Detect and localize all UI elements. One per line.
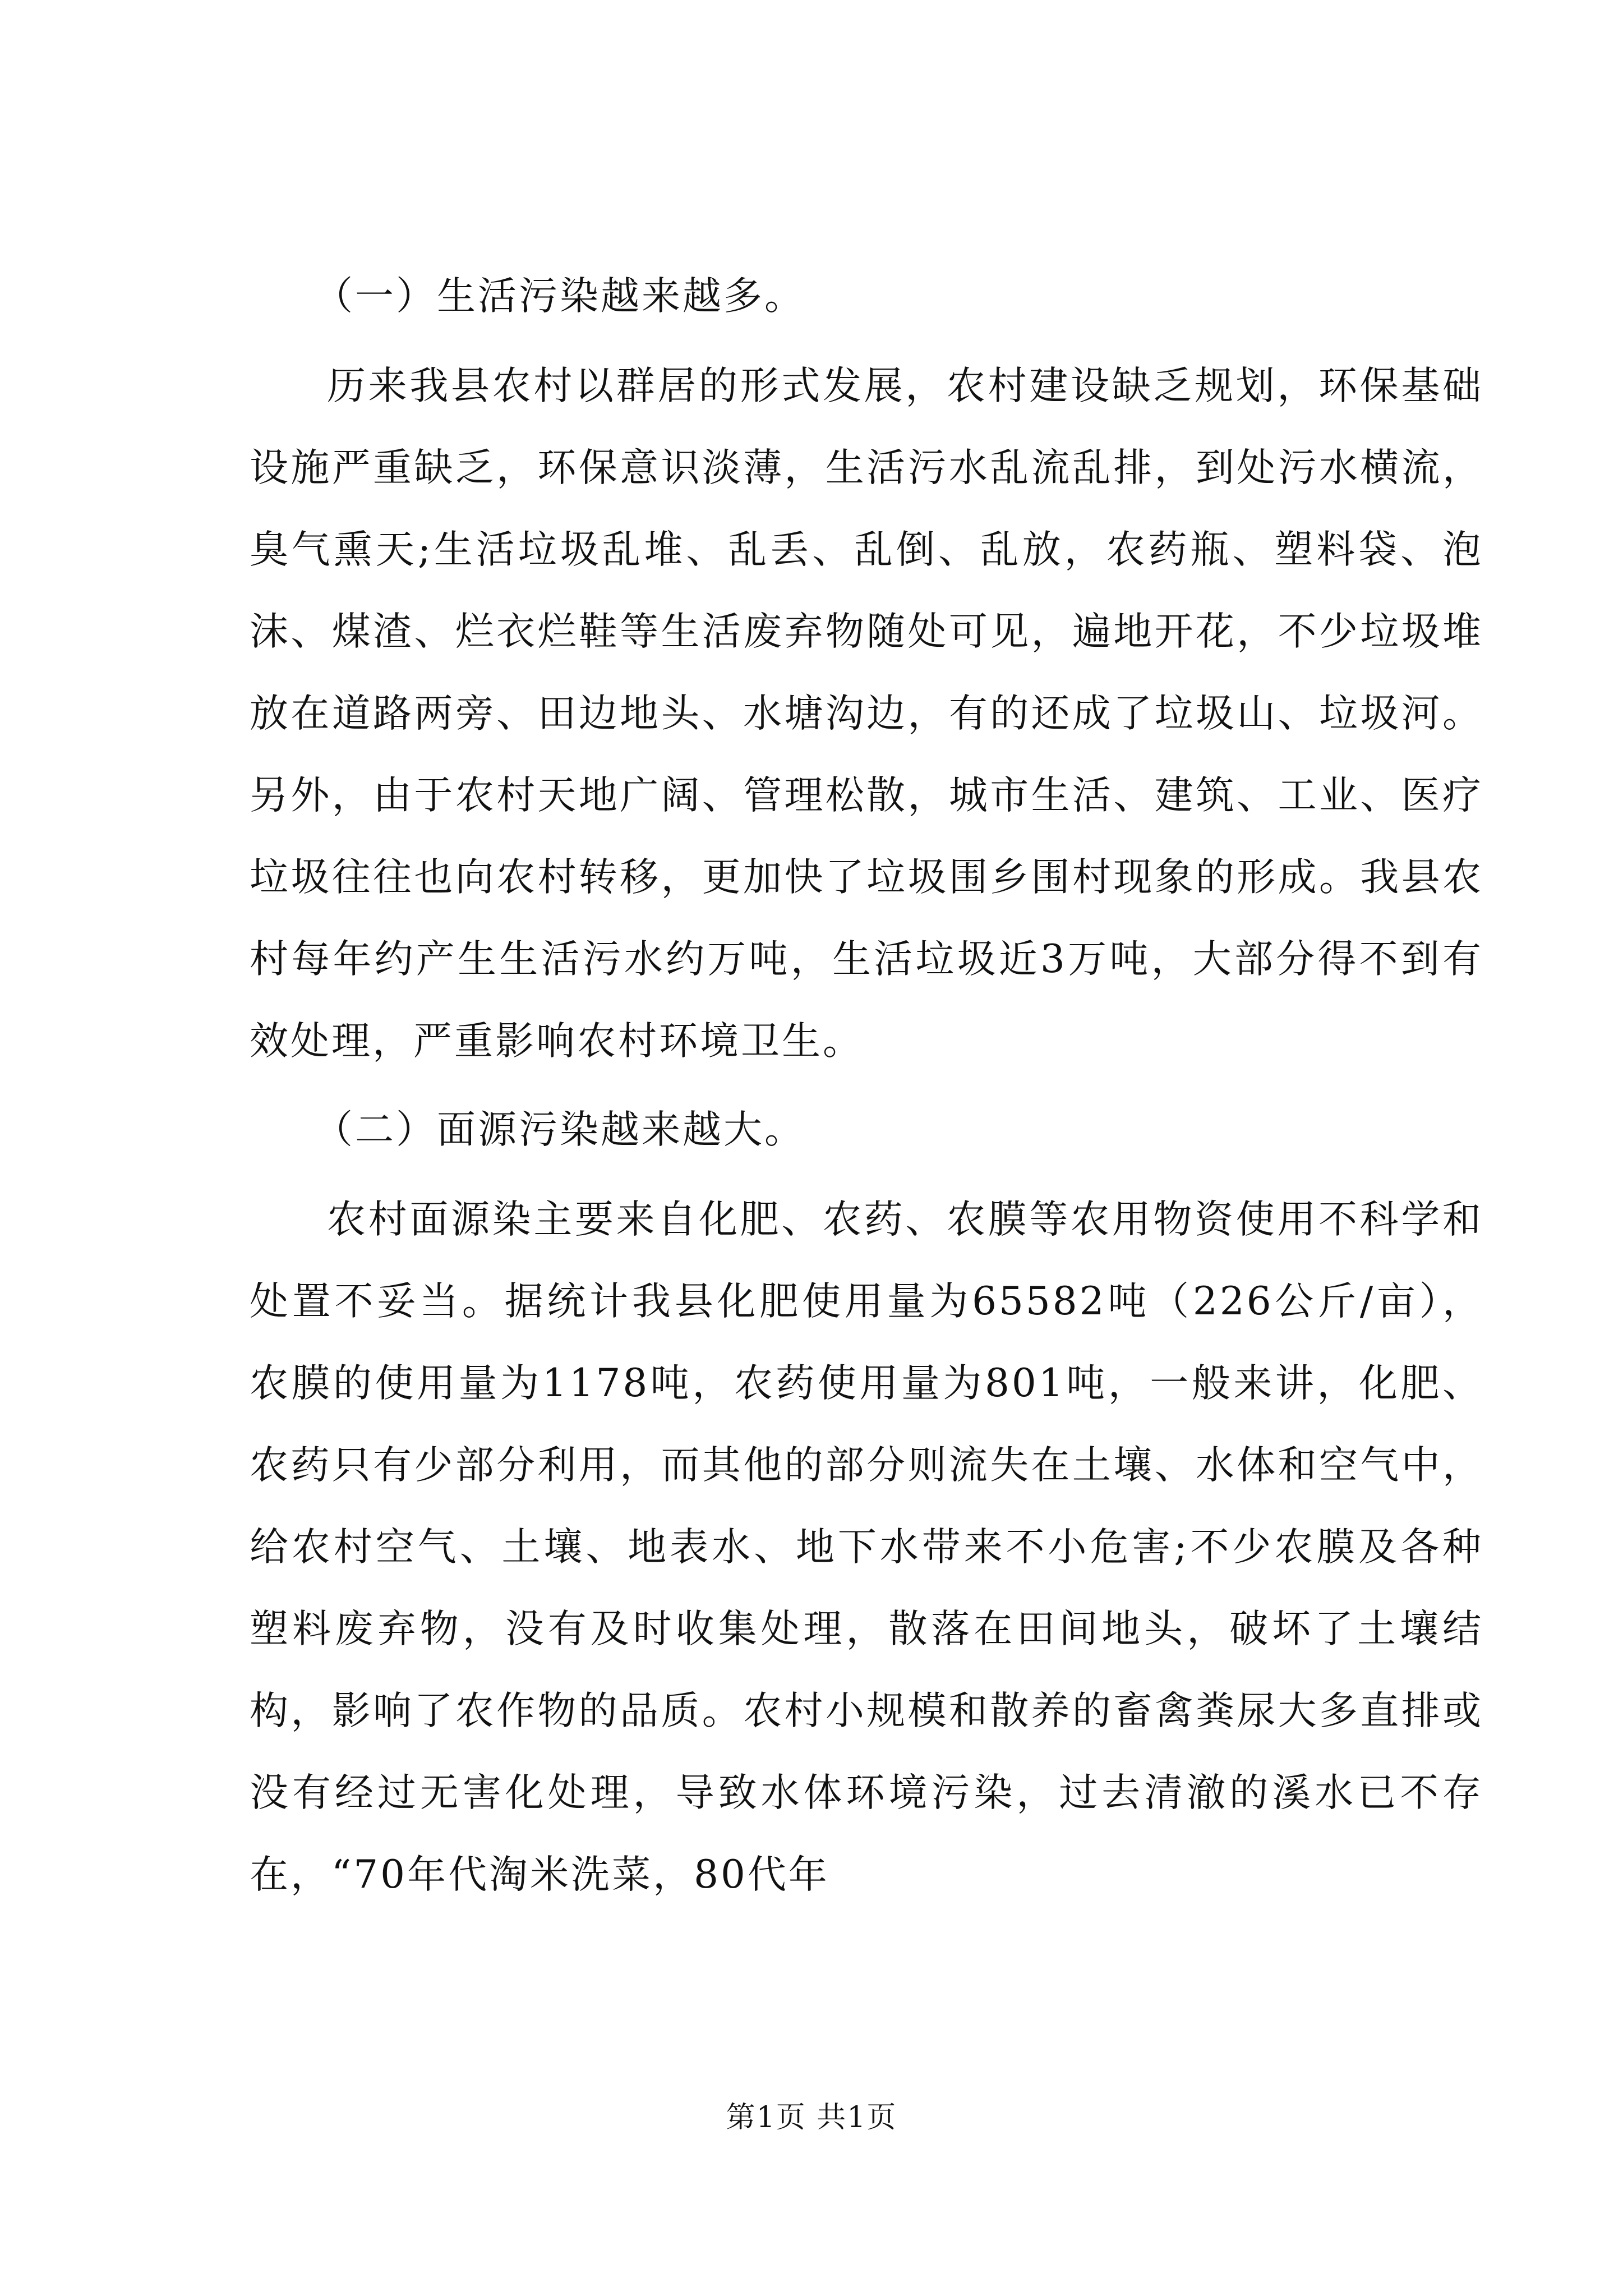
section-1-heading: （一）生活污染越来越多。 [314,274,805,319]
document-body [250,255,1483,1916]
section-2-heading: （二）面源污染越来越大。 [314,1107,805,1152]
section-1-paragraph: 历来我县农村以群居的形式发展，农村建设缺乏规划，环保基础设施严重缺乏，环保意识淡薄，生活污水乱流乱排，到处污水横流，臭气熏天;生活垃圾乱堆、乱丢、乱倒、乱放，农药瓶、塑料袋、泡沫、煤渣、烂衣烂鞋等生活废弃物随处可见，遍地开花，不少垃圾堆放在道路两旁、田边地头、水塘沟边，有的还成了垃圾山、垃圾河。另外，由于农村天地广阔、管理松散，城市生活、建筑、工业、医疗垃圾往往也向农村转移，更加快了垃圾围乡围村现象的形成。我县农村每年约产生生活污水约万吨，生活垃圾近3万吨，大部分得不到有效处理，严重影响农村环境卫生。 [250,364,1483,1064]
page-footer: 第1页 共1页 [726,2101,897,2134]
section-2-paragraph: 农村面源染主要来自化肥、农药、农膜等农用物资使用不科学和处置不妥当。据统计我县化肥使用量为65582吨（226公斤/亩），农膜的使用量为1178吨，农药使用量为801吨，一般来讲，化肥、农药只有少部分利用，而其他的部分则流失在土壤、水体和空气中，给农村空气、土壤、地表水、地下水带来不小危害;不少农膜及各种塑料废弃物，没有及时收集处理，散落在田间地头，破坏了土壤结构，影响了农作物的品质。农村小规模和散养的畜禽粪尿大多直排或没有经过无害化处理，导致水体环境污染，过去清澈的溪水已不存在，“70年代淘米洗菜，80代年 [250,1197,1483,1897]
